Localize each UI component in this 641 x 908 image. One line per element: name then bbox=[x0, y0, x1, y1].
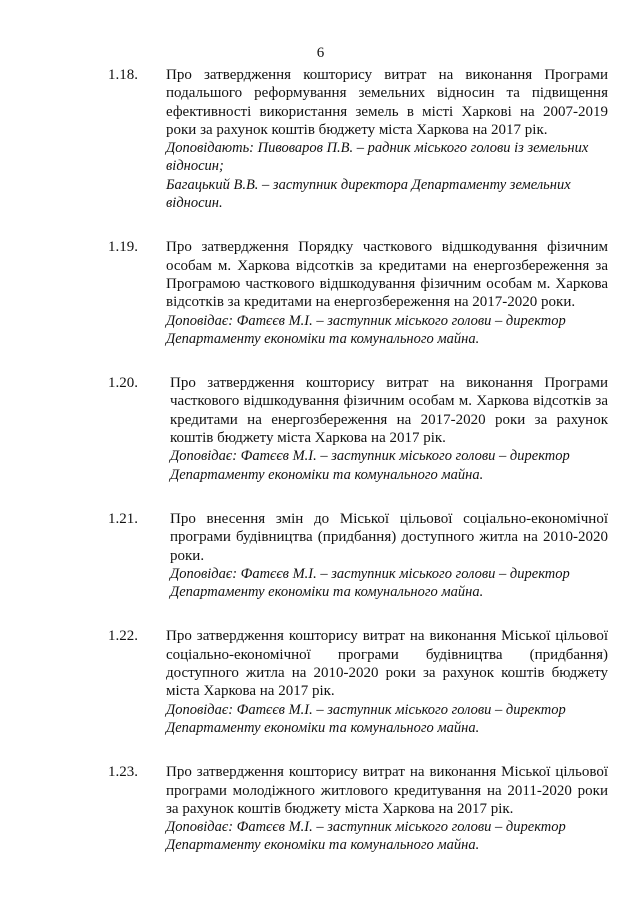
item-content bbox=[166, 763, 608, 854]
item-title: Про затвердження кошторису витрат на виконання Міської цільової програми молодіжного житлового кредитування на 2011-2020 роки за рахунок коштів бюджету міста Харкова на 2017 рік. bbox=[166, 764, 608, 817]
item-number: 1.19. bbox=[108, 239, 138, 256]
agenda-item-1-20 bbox=[108, 374, 608, 484]
agenda-list bbox=[108, 66, 608, 881]
item-number: 1.23. bbox=[108, 764, 138, 781]
item-title: Про внесення змін до Міської цільової соціально-економічної програми будівництва (придбання) доступного житла на 2010-2020 роки. bbox=[170, 510, 608, 564]
agenda-item-1-22 bbox=[108, 627, 608, 737]
item-title: Про затвердження кошторису витрат на виконання Програми подальшого реформування земельних відносин та підвищення ефективності використання земель в місті Харкові на 2007-2019 роки за рахунок коштів бюджету міста Харкова на 2017 рік. bbox=[166, 67, 608, 138]
item-speaker: Доповідають: Пивоваров П.В. – радник міського голови із земельних відносин; bbox=[166, 140, 589, 175]
item-speaker: Доповідає: Фатєєв М.І. – заступник міського голови – директор Департаменту економіки та комунального майна. bbox=[170, 565, 570, 601]
item-number: 1.18. bbox=[108, 67, 138, 83]
item-content bbox=[166, 374, 608, 484]
item-speaker: Багацький В.В. – заступник директора Департаменту земельних відносин. bbox=[166, 176, 571, 212]
agenda-item-1-18 bbox=[108, 66, 608, 212]
item-content bbox=[166, 66, 608, 212]
item-content bbox=[166, 510, 608, 601]
agenda-item-1-21 bbox=[108, 510, 608, 601]
item-speaker: Доповідає: Фатєєв М.І. – заступник міського голови – директор Департаменту економіки та комунального майна. bbox=[166, 819, 566, 854]
item-number: 1.20. bbox=[108, 375, 138, 392]
agenda-item-1-23 bbox=[108, 763, 608, 854]
item-speaker: Доповідає: Фатєєв М.І. – заступник міського голови – директор Департаменту економіки та комунального майна. bbox=[170, 448, 570, 483]
page-number: 6 bbox=[316, 45, 325, 61]
item-number: 1.22. bbox=[108, 628, 138, 645]
item-title: Про затвердження кошторису витрат на виконання Програми часткового відшкодування фізичним особам м. Харкова відсотків за кредитами на енергозбереження на 2017-2020 роки за рахунок коштів бюджету міста Харкова на 2017 рік. bbox=[170, 375, 608, 447]
item-title: Про затвердження кошторису витрат на виконання Міської цільової соціально-економічної програми будівництва (придбання) доступного житла на 2010-2020 роки за рахунок коштів бюджету міста Харкова на 2017 рік. bbox=[166, 628, 608, 700]
item-content bbox=[166, 627, 608, 737]
item-number: 1.21. bbox=[108, 510, 138, 527]
agenda-item-1-19 bbox=[108, 238, 608, 348]
item-title: Про затвердження Порядку часткового відшкодування фізичним особам м. Харкова відсотків за кредитами на енергозбереження за Програмою часткового відшкодування фізичним особам м. Харкова відсотків за кредитами на енергозбереження на 2017-2020 роки. bbox=[166, 239, 608, 311]
item-content bbox=[166, 238, 608, 348]
item-speaker: Доповідає: Фатєєв М.І. – заступник міського голови – директор Департаменту економіки та комунального майна. bbox=[166, 701, 566, 736]
item-speaker: Доповідає: Фатєєв М.І. – заступник міського голови – директор Департаменту економіки та комунального майна. bbox=[166, 312, 566, 347]
